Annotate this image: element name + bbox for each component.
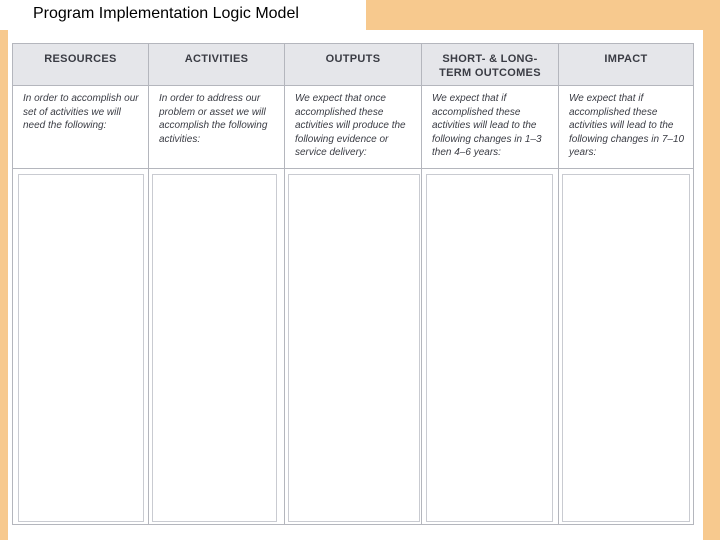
- slide-title: Program Implementation Logic Model: [33, 5, 299, 22]
- entry-box-activities[interactable]: [152, 174, 277, 522]
- column-header-outcomes: [422, 44, 559, 85]
- prompt-cell-outcomes: [422, 86, 559, 168]
- prompt-cell-resources: [13, 86, 149, 168]
- header-row: [13, 44, 693, 86]
- entry-box-resources[interactable]: [18, 174, 144, 522]
- entry-box-outcomes[interactable]: [426, 174, 553, 522]
- prompt-text: In order to address our problem or asset we will accomplish the following activities:: [159, 93, 268, 145]
- column-header-impact: [559, 44, 693, 85]
- column-divider: [558, 168, 559, 524]
- logic-model-table: [12, 43, 694, 525]
- column-divider: [284, 168, 285, 524]
- prompt-text: In order to accomplish our set of activities we will need the following:: [23, 93, 139, 131]
- prompt-text: We expect that once accomplished these activities will produce the following evidence or service delivery:: [295, 93, 406, 158]
- column-header-label: SHORT- & LONG-TERM OUTCOMES: [439, 53, 541, 79]
- column-header-outputs: [285, 44, 422, 85]
- title-bar: [0, 0, 366, 30]
- column-header-resources: [13, 44, 149, 85]
- column-header-label: OUTPUTS: [325, 53, 381, 65]
- prompt-text: We expect that if accomplished these activities will lead to the following changes in 7–10 years:: [569, 93, 685, 158]
- entry-box-outputs[interactable]: [288, 174, 420, 522]
- prompt-text: We expect that if accomplished these activities will lead to the following changes in 1–3 then 4–6 years:: [432, 93, 542, 158]
- prompt-cell-impact: [559, 86, 693, 168]
- prompt-cell-outputs: [285, 86, 422, 168]
- column-header-activities: [149, 44, 285, 85]
- prompt-cell-activities: [149, 86, 285, 168]
- column-header-label: ACTIVITIES: [184, 53, 249, 65]
- entry-box-impact[interactable]: [562, 174, 690, 522]
- column-divider: [148, 168, 149, 524]
- column-header-label: IMPACT: [604, 53, 648, 65]
- column-divider: [421, 168, 422, 524]
- column-header-label: RESOURCES: [44, 53, 117, 65]
- prompt-row: [13, 86, 693, 169]
